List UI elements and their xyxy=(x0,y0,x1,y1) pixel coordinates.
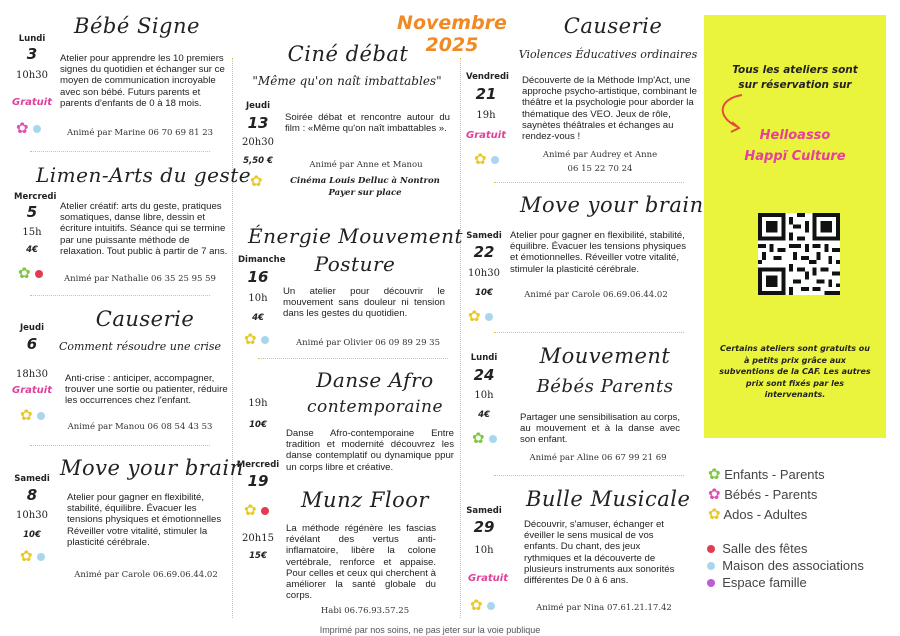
event-icons xyxy=(16,120,41,138)
event-day: Mercredi xyxy=(14,192,57,202)
booking-link-line-1: Helloasso xyxy=(759,128,831,143)
event-day: Samedi xyxy=(14,474,50,484)
venue-dot-blue-icon xyxy=(487,602,495,610)
venue-dot-blue-icon xyxy=(37,553,45,561)
event-time: 10h30 xyxy=(468,268,500,279)
flower-yellow-icon: ✿ xyxy=(244,502,257,519)
flower-green-icon: ✿ xyxy=(708,466,721,483)
event-title: Munz Floor xyxy=(301,488,429,512)
event-description: Un atelier pour découvrir le mouvement sans douleur ni tension dans les gestes du quotidien. xyxy=(283,286,445,320)
venue-dot-purple-icon xyxy=(707,579,715,587)
venue-dot-blue-icon xyxy=(707,562,715,570)
divider xyxy=(494,475,684,476)
event-icons xyxy=(470,597,495,615)
event-subtitle: "Même qu'on naît imbattables" xyxy=(252,74,442,88)
event-title-line-2: contemporaine xyxy=(306,397,444,417)
event-animator: Animé par Anne et Manou xyxy=(309,160,423,170)
flower-yellow-icon: ✿ xyxy=(250,173,263,190)
legend-label: Espace famille xyxy=(722,575,807,590)
flower-yellow-icon: ✿ xyxy=(20,407,33,424)
flower-yellow-icon: ✿ xyxy=(468,308,481,325)
event-date: 3 xyxy=(26,45,38,63)
flower-yellow-icon: ✿ xyxy=(470,597,483,614)
event-date: 13 xyxy=(247,114,269,132)
event-title-line-2: Posture xyxy=(314,252,396,276)
column-separator-2 xyxy=(460,58,461,618)
venue-dot-red-icon xyxy=(261,507,269,515)
event-animator-line-1: Animé par Audrey et Anne xyxy=(542,150,658,160)
event-description: Atelier pour gagner en flexibilité, stabilité, équilibre. Évacuer les tensions physiques et émotionnelles Réveiller votre vitalité, stimuler la plasticité cérébrale. xyxy=(67,492,222,548)
event-date: 24 xyxy=(473,366,495,384)
event-price: 4€ xyxy=(478,410,490,420)
event-price: 10€ xyxy=(249,420,267,430)
event-animator: Animé par Carole 06.69.06.44.02 xyxy=(74,570,218,580)
event-time: 15h xyxy=(22,227,42,238)
divider xyxy=(30,445,210,446)
flower-pink-icon: ✿ xyxy=(708,486,721,503)
event-animator-line-2: 06 15 22 70 24 xyxy=(567,164,633,174)
venue-dot-blue-icon xyxy=(491,156,499,164)
event-time: 10h30 xyxy=(16,510,48,521)
event-description: Découvrir, s'amuser, échanger et éveiller le sens musical de vos enfants. Du chant, des jeux rythmiques et la découverte de plusieurs instruments aux sonorités différentes De 0 à 6 ans. xyxy=(524,519,675,587)
event-title-line-2: Bébés Parents xyxy=(536,376,674,397)
event-time: 10h xyxy=(248,293,268,304)
event-price-label: Gratuit xyxy=(468,573,508,584)
legend-audience-3 xyxy=(708,507,807,522)
event-date: 8 xyxy=(26,486,38,504)
event-time: 10h xyxy=(474,545,494,556)
event-icons xyxy=(468,308,493,326)
event-day: Mercredi xyxy=(236,460,280,470)
event-animator: Animé par Nathalie 06 35 25 95 59 xyxy=(64,274,216,284)
column-separator-1 xyxy=(232,58,233,618)
event-venue xyxy=(272,175,458,199)
venue-line-1: Cinéma Louis Delluc à Nontron xyxy=(290,176,440,186)
event-icons xyxy=(474,151,499,169)
legend-audience-1 xyxy=(708,467,825,482)
event-description: Partager une sensibilisation au corps, au mouvement et à la danse avec son enfant. xyxy=(520,412,680,446)
event-description: La méthode régénère les fascias révélant des vertus anti-inflamatoire, libère la colone vertébrale, renforce et appaise. Pour celles et ceux qui cherchent à améliorer la santé globale du corps. xyxy=(286,523,436,602)
booking-link-line-2: Happï Culture xyxy=(744,149,846,164)
event-animator: Habi 06.76.93.57.25 xyxy=(320,606,410,616)
event-price-label: Gratuit xyxy=(12,97,52,108)
event-title: Limen-Arts du geste xyxy=(36,163,252,187)
event-day: Jeudi xyxy=(246,101,270,111)
flower-green-icon: ✿ xyxy=(18,265,31,282)
reservation-line-2: sur réservation sur xyxy=(738,79,852,91)
legend-label: Enfants - Parents xyxy=(724,467,825,482)
event-price: 4€ xyxy=(252,313,264,323)
flower-green-icon: ✿ xyxy=(472,430,485,447)
event-icons xyxy=(472,430,497,448)
venue-line-2: Payer sur place xyxy=(328,188,402,198)
legend-audience-2 xyxy=(708,487,817,502)
venue-dot-blue-icon xyxy=(485,313,493,321)
legend-label: Maison des associations xyxy=(722,558,864,573)
event-animator: Animé par Marine 06 70 69 81 23 xyxy=(66,128,214,138)
divider xyxy=(494,332,684,333)
event-description: Découverte de la Méthode Imp'Act, une approche psycho-artistique, combinant le théâtre et la psychologie pour aborder la thématique des VEO. Jeux de rôle, saynètes théâtrales et échanges au rendez-vous ! xyxy=(522,75,697,143)
flower-yellow-icon: ✿ xyxy=(708,506,721,523)
event-icons xyxy=(244,502,269,520)
event-subtitle: Comment résoudre une crise xyxy=(58,340,222,353)
subsidy-note: Certains ateliers sont gratuits ou à petits prix grâce aux subventions de la CAF. Les autres prix sont fixés par les intervenants. xyxy=(719,344,871,399)
event-icons xyxy=(244,331,269,349)
venue-dot-blue-icon xyxy=(33,125,41,133)
venue-dot-blue-icon xyxy=(261,336,269,344)
event-description: Atelier créatif: arts du geste, pratiques somatiques, danse libre, dessin et écriture intuitifs. Séance qui se termine par une puissante méthode de relaxation. Tout public à partir de 7 ans. xyxy=(60,201,228,257)
flower-pink-icon: ✿ xyxy=(16,120,29,137)
event-description: Soirée débat et rencontre autour du film : «Même qu'on naît imbattables ». xyxy=(285,112,450,135)
event-description: Atelier pour gagner en flexibilité, stabilité, équilibre. Évacuer les tensions physiques et émotionnelles. Réveiller votre vitalité, stimuler la plasticité cérébrale. xyxy=(510,230,686,275)
event-day: Dimanche xyxy=(238,255,286,265)
reservation-line-1: Tous les ateliers sont xyxy=(732,64,858,76)
event-animator: Animé par Carole 06.69.06.44.02 xyxy=(524,290,668,300)
event-description: Danse Afro-contemporaine Entre tradition et modernité découvrez les danse contemplatif ou dynamique ppur un corps libre et créative. xyxy=(286,428,454,473)
event-price: 15€ xyxy=(249,551,267,561)
event-icons xyxy=(18,265,43,283)
booking-link[interactable] xyxy=(704,125,886,167)
venue-dot-red-icon xyxy=(707,545,715,553)
legend-venue-1 xyxy=(707,541,808,556)
event-day: Lundi xyxy=(470,353,498,363)
divider xyxy=(30,151,210,152)
flower-yellow-icon: ✿ xyxy=(244,331,257,348)
legend-label: Ados - Adultes xyxy=(723,507,808,522)
flower-yellow-icon: ✿ xyxy=(474,151,487,168)
event-title: Ciné débat xyxy=(287,42,409,66)
event-time: 20h15 xyxy=(242,533,274,544)
event-time: 10h30 xyxy=(16,70,48,81)
event-title: Move your brain xyxy=(60,456,244,480)
event-description: Atelier pour apprendre les 10 premiers signes du quotidien et échanger sur ce moyen de communication incroyable avec son bébé. Futurs parents et parents d'enfants de 0 à 18 mois. xyxy=(60,53,225,109)
legend-venue-3 xyxy=(707,575,807,590)
event-date: 29 xyxy=(473,518,495,536)
event-price: 10€ xyxy=(475,288,493,298)
event-time: 19h xyxy=(248,398,268,409)
event-time: 10h xyxy=(474,390,494,401)
month-heading: Novembre 2025 xyxy=(397,12,507,56)
venue-dot-red-icon xyxy=(35,270,43,278)
event-title: Bulle Musicale xyxy=(526,487,691,511)
event-subtitle: Violences Éducatives ordinaires xyxy=(518,48,698,61)
flower-yellow-icon: ✿ xyxy=(20,548,33,565)
event-time: 18h30 xyxy=(16,369,48,380)
event-animator: Animé par Aline 06 67 99 21 69 xyxy=(529,453,667,463)
event-price-label: Gratuit xyxy=(12,385,52,396)
event-price-label: Gratuit xyxy=(466,130,506,141)
divider xyxy=(30,295,210,296)
event-price: 4€ xyxy=(26,245,38,255)
event-title-line-1: Énergie Mouvement xyxy=(248,224,464,248)
divider xyxy=(494,182,684,183)
legend-venue-2 xyxy=(707,558,864,573)
event-title: Causerie xyxy=(563,14,663,38)
event-title-line-1: Mouvement xyxy=(539,344,671,368)
event-icons xyxy=(250,173,263,191)
event-day: Samedi xyxy=(466,231,502,241)
venue-dot-blue-icon xyxy=(489,435,497,443)
divider xyxy=(258,358,448,359)
event-title: Causerie xyxy=(95,307,195,331)
event-date: 5 xyxy=(26,203,38,221)
legend-label: Salle des fêtes xyxy=(722,541,808,556)
event-title: Move your brain xyxy=(520,193,704,217)
event-title: Bébé Signe xyxy=(74,14,200,38)
event-animator: Animé par Nina 07.61.21.17.42 xyxy=(536,603,672,613)
qr-code-icon[interactable] xyxy=(758,213,840,295)
footer-note: Imprimé par nos soins, ne pas jeter sur la voie publique xyxy=(319,625,541,635)
event-date: 21 xyxy=(475,85,497,103)
event-title-line-1: Danse Afro xyxy=(316,368,434,392)
legend-label: Bébés - Parents xyxy=(724,487,818,502)
event-day: Vendredi xyxy=(466,72,509,82)
reservation-text xyxy=(704,63,886,93)
event-animator: Animé par Olivier 06 09 89 29 35 xyxy=(295,338,440,348)
event-icons xyxy=(20,548,45,566)
event-price: 5,50 € xyxy=(243,156,273,166)
event-date: 22 xyxy=(473,243,495,261)
event-time: 20h30 xyxy=(242,137,274,148)
event-price: 10€ xyxy=(23,530,41,540)
event-date: 19 xyxy=(247,472,269,490)
event-day: Jeudi xyxy=(20,323,44,333)
event-day: Lundi xyxy=(18,34,46,44)
event-icons xyxy=(20,407,45,425)
event-time: 19h xyxy=(476,110,496,121)
event-description: Anti-crise : anticiper, accompagner, trouver une sortie ou patienter, réduire les occurrences chez l'enfant. xyxy=(65,373,228,407)
info-panel xyxy=(704,15,886,438)
event-date: 6 xyxy=(26,335,38,353)
event-day: Samedi xyxy=(466,506,502,516)
event-animator: Animé par Manou 06 08 54 43 53 xyxy=(67,422,213,432)
event-date: 16 xyxy=(247,268,269,286)
venue-dot-blue-icon xyxy=(37,412,45,420)
